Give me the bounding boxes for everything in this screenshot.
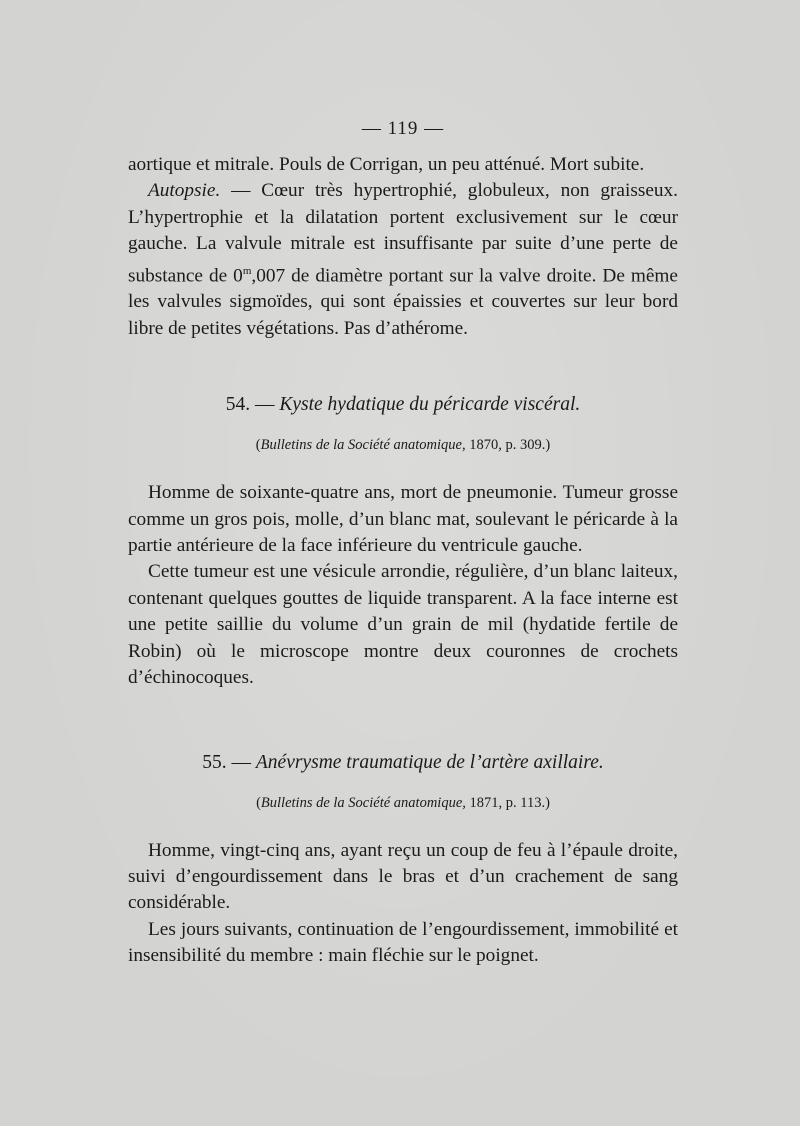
section-55-heading xyxy=(128,750,678,776)
page-body xyxy=(128,118,678,970)
section-55-source-label: Bulletins de la Société anatomique, xyxy=(260,794,466,811)
section-54-paragraph-1: Homme de soixante-quatre ans, mort de pneumonie. Tumeur grosse comme un gros pois, molle, d’un blanc mat, soulevant le péricarde à la partie antérieure de la face inférieure du ventricule gauche. xyxy=(128,482,678,557)
section-54-title: Kyste hydatique du péricarde viscéral. xyxy=(279,394,581,416)
autopsie-paragraph xyxy=(128,178,678,342)
section-54-source-label: Bulletins de la Société anatomique, xyxy=(260,437,466,454)
section-54-heading xyxy=(128,392,678,418)
section-55-paragraph-2: Les jours suivants, continuation de l’engourdissement, immobilité et insensibilité du membre : main fléchie sur le poignet. xyxy=(128,918,678,967)
section-55-paragraph-1: Homme, vingt-cinq ans, ayant reçu un coup de feu à l’épaule droite, suivi d’engourdissement dans le bras et d’un crachement de sang considérable. xyxy=(128,839,678,914)
autopsie-text-a: — Cœur très hypertrophié, globuleux, non graisseux. L’hypertrophie et la dilatation portent exclusivement sur le cœur gauche. La valvule mitrale est insuffisante par suite d’une perte de substance de 0 xyxy=(128,180,678,287)
section-54-paragraph-2: Cette tumeur est une vésicule arrondie, régulière, d’un blanc laiteux, contenant quelques gouttes de liquide transparent. A la face interne est une petite saillie du volume d’un grain de mil (hydatide fertile de Robin) où le microscope montre deux couronnes de crochets d’échinocoques. xyxy=(128,561,678,689)
section-55-title: Anévrysme traumatique de l’artère axillaire. xyxy=(255,751,604,773)
section-55-source-ref: 1871, p. 113. xyxy=(465,794,546,811)
section-54-number: 54. — xyxy=(225,394,280,416)
autopsie-superscript: m xyxy=(242,264,252,277)
intro-paragraph xyxy=(128,152,678,178)
page-number: — 119 — xyxy=(361,118,445,139)
autopsie-text-b: ,007 de diamètre portant sur la valve droite. De même les valvules sigmoïdes, qui sont épaissies et couvertes sur leur bord libre de petites végétations. Pas d’athérome. xyxy=(128,265,678,339)
autopsie-label: Autopsie. xyxy=(148,180,221,202)
section-55-number: 55. — xyxy=(202,751,256,773)
intro-line: aortique et mitrale. Pouls de Corrigan, un peu atténué. Mort subite. xyxy=(128,154,645,175)
section-54-source: (Bulletins de la Société anatomique, 1870, p. 309.) xyxy=(255,437,551,454)
section-54-source-ref: 1870, p. 309. xyxy=(465,437,546,454)
section-55-source: (Bulletins de la Société anatomique, 1871, p. 113.) xyxy=(256,794,550,811)
